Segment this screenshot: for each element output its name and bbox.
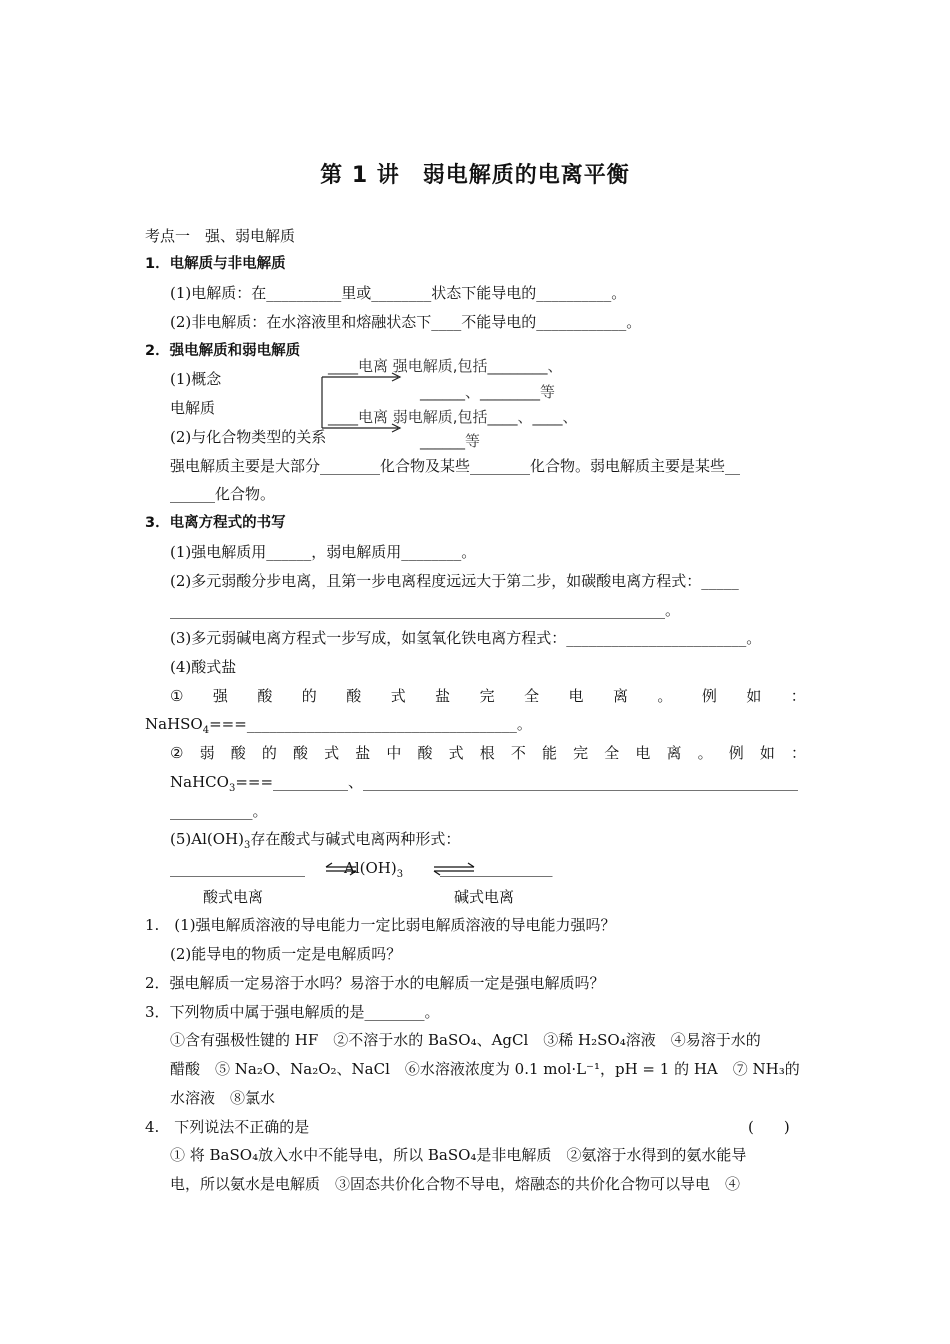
strong-acid-salt-char: 酸 [346,687,362,705]
s3-line-3: (3)多元弱碱电离方程式一步写成，如氢氧化铁电离方程式：________________________。 [170,629,762,647]
s3-line-5b: NaHSO$_4$===____________________________________。 [145,715,532,736]
s2-relation: (2)与化合物类型的关系 [170,428,327,446]
question-3-options-1: ①含有强极性键的 HF ②不溶于水的 BaSO₄、AgCl ③稀 H₂SO₄溶液 ④易溶于水的 [170,1031,761,1049]
weak-acid-salt-char: 酸 [292,744,308,762]
weak-acid-salt-char: 完 [573,744,589,762]
weak-acid-salt-char: 中 [386,744,402,762]
s1-heading: 1．电解质与非电解质 [145,256,286,272]
strong-acid-salt-char: 全 [524,687,540,705]
strong-acid-salt-char: 。 [657,687,673,705]
strong-acid-salt-char: 强 [212,687,228,705]
strong-acid-salt-char: 电 [568,687,584,705]
strong-acid-salt-char: 式 [390,687,406,705]
s3-line-1: (1)强电解质用______，弱电解质用________。 [170,543,477,561]
weak-acid-salt-char: 离 [666,744,682,762]
weak-acid-salt-char: 能 [541,744,557,762]
strong-branch-2: ______、________等 [420,383,556,401]
strong-acid-salt-char: ： [790,687,806,705]
s3-line-7: $(5)Al(OH)_3$存在酸式与碱式电离两种形式： [170,830,461,851]
s3-line-5 [170,686,806,706]
question-4-options-1: ① 将 BaSO₄放入水中不能导电，所以 BaSO₄是非电解质 ②氨溶于水得到的氨水能导 [170,1146,747,1164]
weak-acid-salt-char: 的 [261,744,277,762]
weak-acid-salt-char: 电 [635,744,651,762]
s2-concept: (1)概念 [170,370,222,388]
weak-acid-salt-char: ： [790,744,806,762]
weak-branch: ____电离 弱电解质,包括____、____、 [328,408,578,426]
strong-acid-salt-char: 如 [746,687,762,705]
question-3: 3．下列物质中属于强电解质的是________。 [145,1003,440,1021]
answer-paren: ( ) [748,1118,790,1136]
weak-acid-salt-char: 如 [759,744,775,762]
al-oh-formula: $Al(OH)_3$ [344,859,404,880]
al-oh-right-blank: _______________ [440,859,553,877]
s3-line-4: (4)酸式盐 [170,658,237,676]
strong-acid-salt-char: 离 [612,687,628,705]
acid-ionization-label: 酸式电离 [203,888,264,906]
s1-line-2: (2)非电解质：在水溶液里和熔融状态下____不能导电的____________。 [170,313,642,331]
weak-acid-salt-char: 式 [324,744,340,762]
weak-acid-salt-char: 盐 [355,744,371,762]
weak-acid-salt-char: 全 [604,744,620,762]
weak-acid-salt-char: 弱 [199,744,215,762]
weak-acid-salt-char: 。 [697,744,713,762]
question-1b: (2)能导电的物质一定是电解质吗？ [170,945,402,963]
question-3-options-3: 水溶液 ⑧氯水 [170,1089,276,1107]
question-2: 2．强电解质一定易溶于水吗？易溶于水的电解质一定是强电解质吗？ [145,974,605,992]
base-ionization-label: 碱式电离 [454,888,515,906]
s3-line-6c: ___________。 [170,802,268,820]
s3-line-6b: NaHCO$_3$===__________、__________________________________________________________ [170,773,799,794]
strong-acid-salt-char: 完 [479,687,495,705]
page-title: 第 1 讲 弱电解质的电离平衡 [320,163,630,188]
s3-line-6 [170,743,806,763]
weak-branch-2: ______等 [420,432,481,450]
strong-acid-salt-char: 酸 [257,687,273,705]
question-1a: 1. (1)强电解质溶液的导电能力一定比弱电解质溶液的导电能力强吗？ [145,916,616,934]
strong-branch: ____电离 强电解质,包括________、 [328,357,563,375]
s2-electrolyte-label: 电解质 [170,399,216,417]
s3-line-2b: __________________________________________________________________。 [170,601,681,619]
question-4: 4. 下列说法不正确的是 [145,1118,310,1136]
section-label: 考点一 强、弱电解质 [145,227,296,245]
weak-acid-salt-char: 酸 [230,744,246,762]
al-oh-left-blank: __________________ [170,859,305,877]
s3-heading: 3．电离方程式的书写 [145,515,286,531]
strong-acid-salt-char: 盐 [435,687,451,705]
s1-line-1: (1)电解质：在__________里或________状态下能导电的__________。 [170,284,627,302]
weak-acid-salt-char: ② [170,744,184,762]
weak-acid-salt-char: 酸 [417,744,433,762]
strong-acid-salt-char: 例 [701,687,717,705]
weak-acid-salt-char: 根 [479,744,495,762]
s3-line-2a: (2)多元弱酸分步电离，且第一步电离程度远远大于第二步，如碳酸电离方程式：_____ [170,572,739,590]
s2-heading: 2．强电解质和弱电解质 [145,343,301,359]
strong-acid-salt-char: 的 [301,687,317,705]
s2-paragraph-2: ______化合物。 [170,485,276,503]
weak-acid-salt-char: 不 [510,744,526,762]
weak-acid-salt-char: 式 [448,744,464,762]
weak-acid-salt-char: 例 [728,744,744,762]
strong-acid-salt-char: ① [170,687,184,705]
question-4-options-2: 电，所以氨水是电解质 ③固态共价化合物不导电，熔融态的共价化合物可以导电 ④ [170,1175,741,1193]
s2-paragraph-1: 强电解质主要是大部分________化合物及某些________化合物。弱电解质主要是某些__ [170,457,741,475]
question-3-options-2: 醋酸 ⑤ Na₂O、Na₂O₂、NaCl ⑥水溶液浓度为 0.1 mol·L⁻¹，pH = 1 的 HA ⑦ NH₃的 [170,1060,800,1078]
